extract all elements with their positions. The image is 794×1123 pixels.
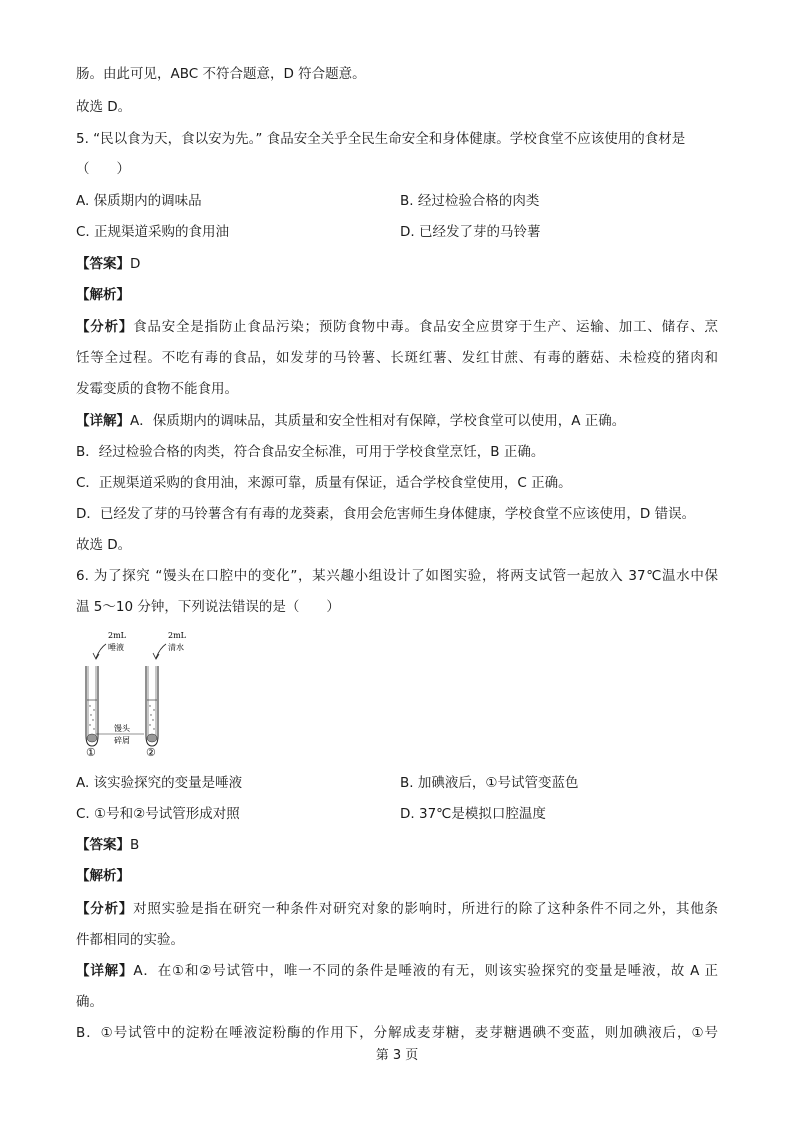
q6-detail-a-1: 【详解】A．在①和②号试管中，唯一不同的条件是唾液的有无，则该实验探究的变量是唾液，故 A 正	[76, 963, 718, 979]
q6-analysis-2: 件都相同的实验。	[76, 932, 184, 948]
text-line: 故选 D。	[76, 99, 132, 115]
tube2-liquid-label: 清水	[168, 643, 184, 652]
tube1-number: ①	[86, 746, 96, 759]
test-tube-2	[146, 666, 158, 746]
q5-option-a: A. 保质期内的调味品	[76, 193, 202, 209]
tube2-number: ②	[146, 746, 156, 759]
q6-jiexi-tag: 【解析】	[76, 868, 130, 884]
tube1-liquid-label: 唾液	[108, 643, 124, 652]
mantou-label-2: 碎屑	[114, 736, 130, 745]
tube2-volume-label: 2mL	[168, 631, 186, 640]
question-5-paren: （ ）	[76, 161, 130, 177]
q5-answer	[76, 255, 140, 273]
question-6-stem-1: 6. 为了探究 “馒头在口腔中的变化”，某兴趣小组设计了如图实验，将两支试管一起放入 37℃温水中保	[76, 568, 718, 584]
tube1-volume-label: 2mL	[108, 631, 126, 640]
text-line: 肠。由此可见，ABC 不符合题意，D 符合题意。	[76, 66, 366, 82]
q6-detail-b-1: B．①号试管中的淀粉在唾液淀粉酶的作用下，分解成麦芽糖，麦芽糖遇碘不变蓝，则加碘液后，①号	[76, 1025, 718, 1041]
test-tube-figure	[76, 628, 216, 764]
q6-option-c: C. ①号和②号试管形成对照	[76, 806, 240, 822]
answer-tag: 【答案】	[76, 256, 130, 272]
q5-option-b: B. 经过检验合格的肉类	[400, 193, 540, 209]
q5-analysis-3: 发霉变质的食物不能食用。	[76, 381, 238, 397]
q5-analysis-1: 【分析】食品安全是指防止食品污染；预防食物中毒。食品安全应贯穿于生产、运输、加工、储存、烹	[76, 319, 719, 335]
q6-option-a: A. 该实验探究的变量是唾液	[76, 775, 243, 791]
q6-analysis-1: 【分析】对照实验是指在研究一种条件对研究对象的影响时，所进行的除了这种条件不同之外，其他条	[76, 901, 719, 917]
q6-detail-a-2: 确。	[76, 994, 103, 1010]
q5-jiexi-tag: 【解析】	[76, 287, 130, 303]
q6-option-b: B. 加碘液后，①号试管变蓝色	[400, 775, 579, 791]
q6-option-d: D. 37℃是模拟口腔温度	[400, 806, 546, 822]
q5-analysis-2: 饪等全过程。不吃有毒的食品，如发芽的马铃薯、长斑红薯、发红甘蔗、有毒的蘑菇、未检疫的猪肉和	[76, 350, 718, 366]
page-number: 第 3 页	[375, 1048, 419, 1063]
arrow-icon	[153, 644, 166, 659]
q5-option-d: D. 已经发了芽的马铃薯	[400, 224, 541, 240]
q5-detail-c: C．正规渠道采购的食用油，来源可靠，质量有保证，适合学校食堂使用，C 正确。	[76, 475, 572, 491]
question-6-stem-2: 温 5～10 分钟，下列说法错误的是（ ）	[76, 599, 340, 615]
question-5-stem: 5. “民以食为天，食以安为先。” 食品安全关乎全民生命安全和身体健康。学校食堂不应该使用的食材是	[76, 131, 686, 147]
mantou-label-1: 馒头	[114, 724, 130, 733]
q5-detail-d: D．已经发了芽的马铃薯含有有毒的龙葵素，食用会危害师生身体健康，学校食堂不应该使用，D 错误。	[76, 506, 696, 522]
q5-option-c: C. 正规渠道采购的食用油	[76, 224, 230, 240]
q5-detail-a: 【详解】A．保质期内的调味品，其质量和安全性相对有保障，学校食堂可以使用，A 正确。	[76, 413, 626, 429]
q5-detail-b: B．经过检验合格的肉类，符合食品安全标准，可用于学校食堂烹饪，B 正确。	[76, 444, 545, 460]
arrow-icon	[93, 644, 106, 659]
answer-value: D	[130, 256, 141, 272]
q5-choose: 故选 D。	[76, 537, 132, 553]
q6-answer: 【答案】B	[76, 837, 140, 853]
